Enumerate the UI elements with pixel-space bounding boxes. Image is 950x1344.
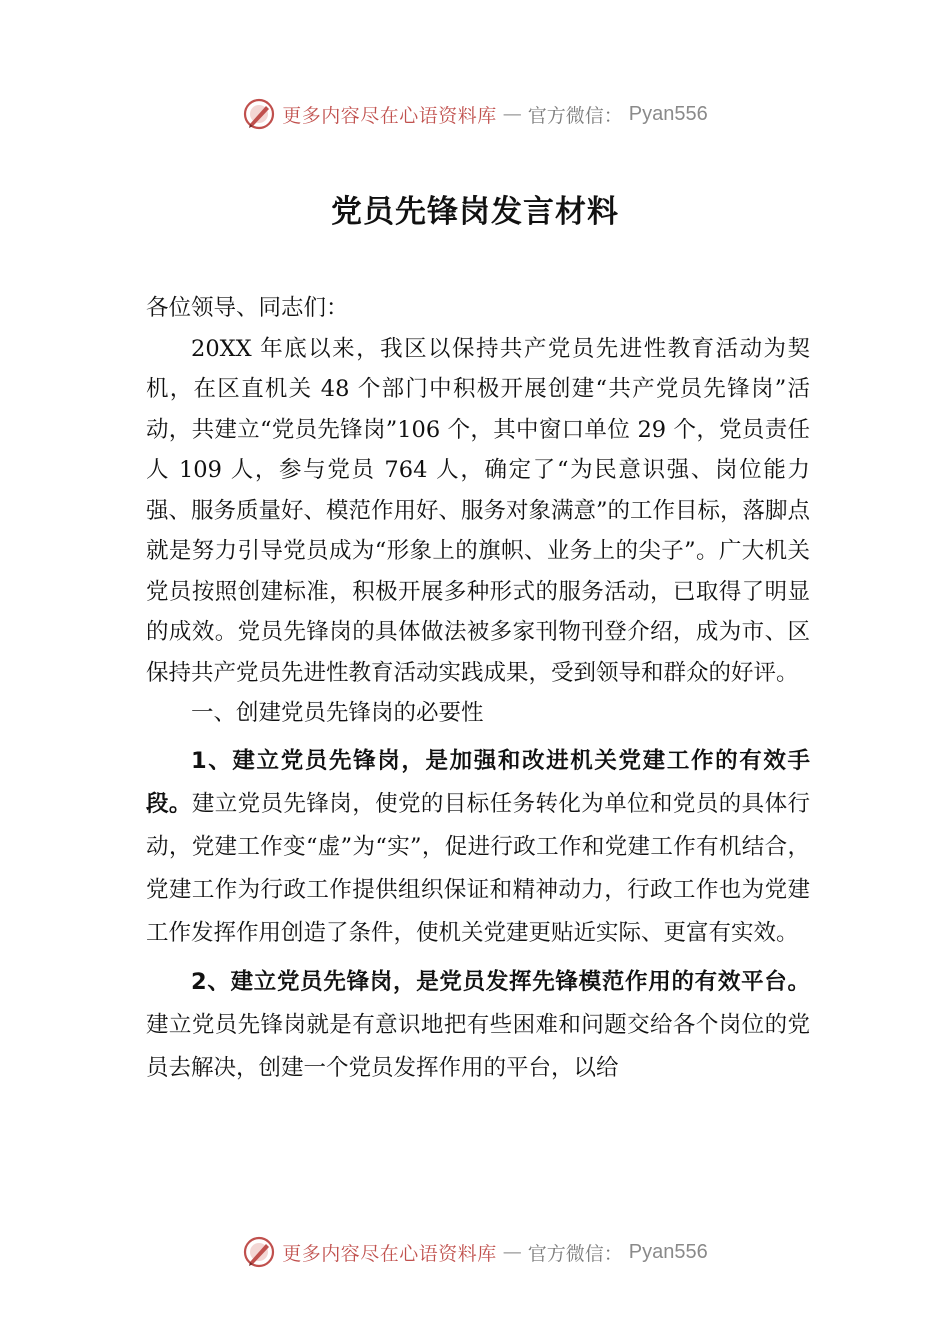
watermark-banner-top — [0, 96, 950, 132]
watermark-wechat-id: Pyan556 — [628, 102, 708, 125]
section-heading: 一、创建党员先锋岗的必要性 — [191, 700, 484, 726]
watermark-wechat-id: Pyan556 — [628, 1240, 708, 1263]
point-heading: 2、建立党员先锋岗，是党员发挥先锋模范作用的有效平台。 — [191, 968, 810, 995]
pen-logo-icon — [242, 1235, 276, 1269]
greeting: 各位领导、同志们： — [146, 295, 349, 321]
point-paragraph — [146, 961, 810, 1090]
intro-paragraph: 20XX 年底以来，我区以保持共产党员先进性教育活动为契机，在区直机关 48 个部门中积极开展创建“共产党员先锋岗”活动，共建立“党员先锋岗”106 个，其中窗口单位 29 个，党员责任人 109 人，参与党员 764 人，确定了“为民意识强、岗位能力强、服务质量好、模范作用好、服务对象满意”的工作目标，落脚点就是努力引导党员成为“形象上的旗帜、业务上的尖子”。广大机关党员按照创建标准，积极开展多种形式的服务活动，已取得了明显的成效。党员先锋岗的具体做法被多家刊物刊登介绍，成为市、区保持共产党员先进性教育活动实践成果，受到领导和群众的好评。 — [146, 335, 811, 686]
point-text: 建立党员先锋岗就是有意识地把有些困难和问题交给各个岗位的党员去解决，创建一个党员发挥作用的平台，以给 — [146, 1011, 810, 1081]
point-heading: 1、建立党员先锋岗，是加强和改进机关党建工作的有效手段。 — [146, 747, 810, 817]
point-paragraph — [146, 740, 810, 955]
point-text: 建立党员先锋岗，使党的目标任务转化为单位和党员的具体行动，党建工作变“虚”为“实”，促进行政工作和党建工作有机结合，党建工作为行政工作提供组织保证和精神动力，行政工作也为党建工作发挥作用创造了条件，使机关党建更贴近实际、更富有实效。 — [146, 790, 810, 946]
watermark-banner-bottom — [0, 1234, 950, 1270]
document-title: 党员先锋岗发言材料 — [331, 194, 619, 230]
document-body — [146, 288, 810, 1090]
watermark-separator: — — [502, 103, 522, 125]
watermark-separator: — — [502, 1241, 522, 1263]
watermark-text: 更多内容尽在心语资料库 — [282, 104, 497, 127]
watermark-wechat-label: 官方微信： — [527, 1242, 623, 1265]
watermark-text: 更多内容尽在心语资料库 — [282, 1242, 497, 1265]
watermark-wechat-label: 官方微信： — [527, 104, 623, 127]
pen-logo-icon — [242, 97, 276, 131]
